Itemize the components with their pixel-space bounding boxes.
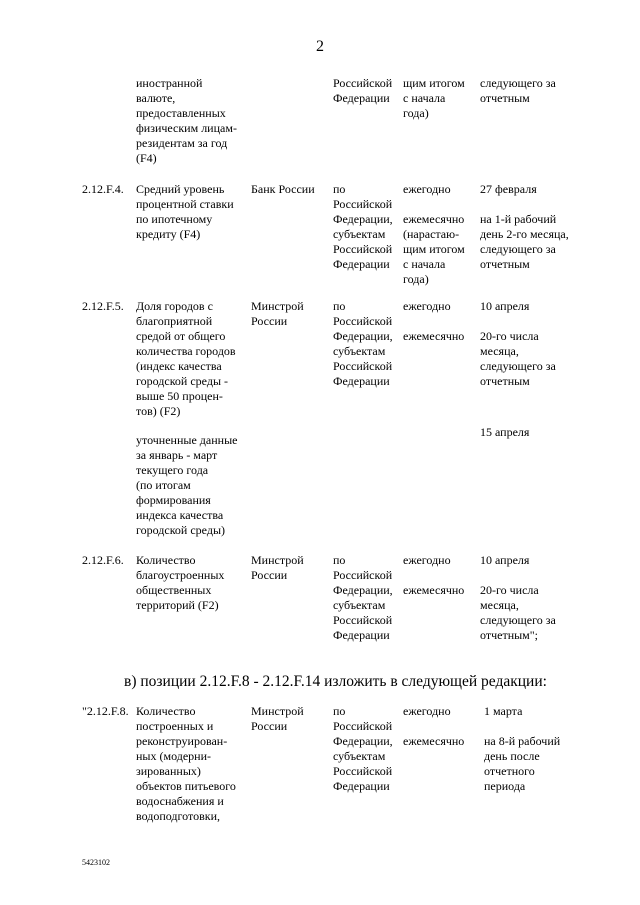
section-heading: в) позиции 2.12.F.8 - 2.12.F.14 изложить в следующей редакции: <box>124 673 547 690</box>
agency-cell: Минстрой России <box>251 704 304 733</box>
deadline-extra-cell: 15 апреля <box>480 425 530 439</box>
code-cell: 2.12.F.4. <box>82 182 124 196</box>
code-cell: 2.12.F.6. <box>82 553 124 567</box>
breakdown-cell: Российской Федерации <box>333 76 393 105</box>
agency-cell: Минстрой России <box>251 299 304 328</box>
agency-cell: Минстрой России <box>251 553 304 582</box>
code-cell: "2.12.F.8. <box>82 704 129 718</box>
indicator-cell: Средний уровень процентной ставки по ипотечному кредиту (F4) <box>136 182 234 241</box>
deadline-cell: 1 марта на 8-й рабочий день после отчетного периода <box>484 704 561 793</box>
page-number: 2 <box>316 38 324 55</box>
periodicity-cell: ежегодно ежемесячно <box>403 704 465 748</box>
periodicity-cell: щим итогом с начала года) <box>403 76 465 120</box>
indicator-cell: Доля городов с благоприятной средой от общего количества городов (индекс качества городской среды - выше 50 процен- тов) (F2) <box>136 299 236 418</box>
breakdown-cell: по Российской Федерации, субъектам Российской Федерации <box>333 299 393 388</box>
deadline-cell: 10 апреля 20-го числа месяца, следующего за отчетным <box>480 299 556 388</box>
breakdown-cell: по Российской Федерации, субъектам Российской Федерации <box>333 182 393 271</box>
indicator-cell: иностранной валюте, предоставленных физическим лицам- резидентам за год (F4) <box>136 76 237 165</box>
indicator-extra-cell: уточненные данные за январь - март текущего года (по итогам формирования индекса качества городской среды) <box>136 433 238 537</box>
footer-code: 5423102 <box>82 858 110 867</box>
deadline-cell: следующего за отчетным <box>480 76 556 105</box>
indicator-cell: Количество благоустроенных общественных территорий (F2) <box>136 553 225 612</box>
breakdown-cell: по Российской Федерации, субъектам Российской Федерации <box>333 704 393 793</box>
indicator-cell: Количество построенных и реконструирован- ных (модерни- зированных) объектов питьевого водоснабжения и водоподготовки, <box>136 704 236 823</box>
periodicity-cell: ежегодно ежемесячно (нарастаю- щим итогом с начала года) <box>403 182 465 286</box>
code-cell: 2.12.F.5. <box>82 299 124 313</box>
deadline-cell: 10 апреля 20-го числа месяца, следующего за отчетным"; <box>480 553 556 642</box>
periodicity-cell: ежегодно ежемесячно <box>403 299 465 343</box>
agency-cell: Банк России <box>251 182 315 196</box>
deadline-cell: 27 февраля на 1-й рабочий день 2-го месяца, следующего за отчетным <box>480 182 569 271</box>
periodicity-cell: ежегодно ежемесячно <box>403 553 465 597</box>
breakdown-cell: по Российской Федерации, субъектам Российской Федерации <box>333 553 393 642</box>
